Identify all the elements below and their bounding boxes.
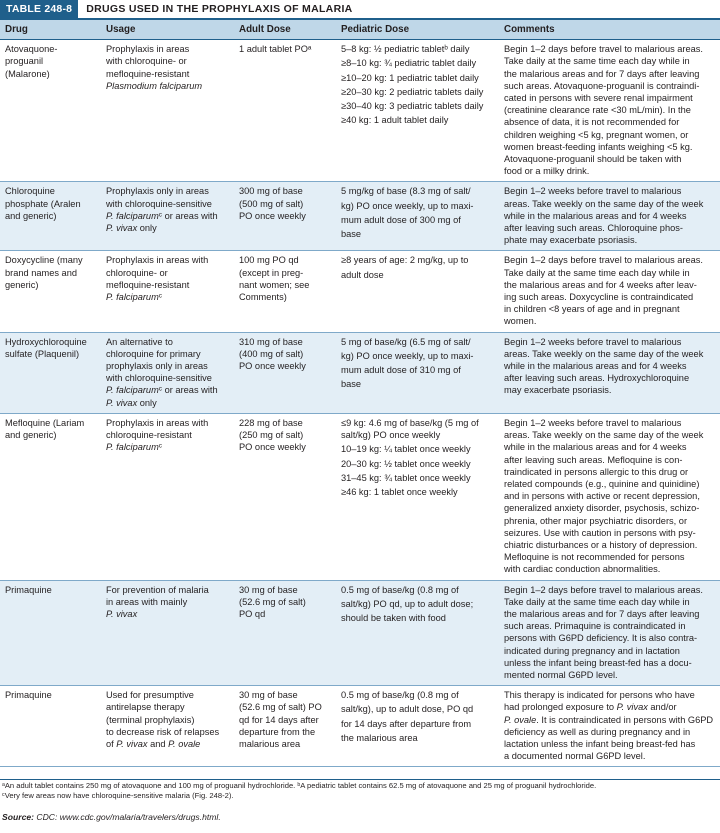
pediatric-line: 10–19 kg: ¼ tablet once weekly: [341, 444, 471, 455]
header-drug: Drug: [0, 19, 101, 40]
usage-line: antirelapse therapy: [106, 702, 185, 713]
comments-line: (creatinine clearance rate <30 mL/min). In the: [504, 105, 691, 116]
header-comments: Comments: [499, 19, 720, 40]
comments-line: Atovaquone-proguanil should be taken with: [504, 154, 682, 165]
drug-cell: [0, 580, 101, 686]
adult-line: (250 mg of salt): [239, 430, 304, 441]
table-row: [0, 182, 720, 251]
pediatric-line: ≥20–30 kg: 2 pediatric tablets daily: [341, 86, 484, 97]
comments-line: P. ovale. It is contraindicated in persons with G6PD: [504, 714, 714, 725]
usage-line: with chloroquine- or: [106, 56, 187, 67]
usage-line: chloroquine for primary: [106, 348, 201, 359]
comments-line: mented normal G6PD level.: [504, 669, 618, 680]
comments-line: after leaving such areas. Mefloquine is con-: [504, 454, 683, 465]
adult-line: (400 mg of salt): [239, 348, 304, 359]
adult-line: PO once weekly: [239, 442, 306, 453]
comments-line: areas. Take weekly on the same day of the week: [504, 430, 704, 441]
table-number-label: TABLE 248-8: [0, 0, 78, 18]
drug-cell: [0, 413, 101, 580]
usage-cell: [101, 182, 234, 251]
comments-line: while in the malarious areas and for 4 weeks: [504, 442, 687, 453]
adult-dose-cell: [234, 182, 336, 251]
adult-line: PO once weekly: [239, 210, 306, 221]
comments-line: Begin 1–2 weeks before travel to malarious: [504, 336, 682, 347]
adult-line: (52.6 mg of salt): [239, 596, 306, 607]
usage-line: to decrease risk of relapses: [106, 726, 220, 737]
pediatric-line: mum adult dose of 310 mg of: [341, 365, 461, 376]
source-label: Source:: [2, 812, 34, 822]
comments-line: phate may exacerbate psoriasis.: [504, 235, 638, 246]
pediatric-line: ≥30–40 kg: 3 pediatric tablets daily: [341, 101, 484, 112]
pediatric-line: 0.5 mg of base/kg (0.8 mg of: [341, 584, 459, 595]
usage-line: with chloroquine-sensitive: [106, 373, 212, 384]
adult-line: qd for 14 days after: [239, 714, 319, 725]
adult-line: (500 mg of salt): [239, 198, 304, 209]
pediatric-dose-cell: [336, 40, 499, 182]
usage-line: An alternative to: [106, 336, 173, 347]
pediatric-line: the malarious area: [341, 732, 418, 743]
pediatric-line: ≥40 kg: 1 adult tablet daily: [341, 115, 449, 126]
comments-line: while in the malarious areas and for 4 weeks: [504, 210, 687, 221]
comments-line: the malarious areas and for 7 days after leaving: [504, 608, 700, 619]
comments-line: persons with G6PD deficiency. It is also contra-: [504, 633, 698, 644]
comments-line: Begin 1–2 days before travel to malarious areas.: [504, 44, 703, 55]
adult-line: nant women; see: [239, 279, 310, 290]
table-row: [0, 40, 720, 182]
drug-line: phosphate (Aralen: [5, 198, 81, 209]
comments-line: phrenia, other major psychiatric disorders, or: [504, 515, 688, 526]
comments-cell: [499, 40, 720, 182]
comments-line: related compounds (e.g., quinine and quinidine): [504, 478, 700, 489]
usage-line: (terminal prophylaxis): [106, 714, 195, 725]
comments-line: Begin 1–2 weeks before travel to malarious: [504, 186, 682, 197]
comments-line: cated in persons with severe renal impairment: [504, 93, 693, 104]
table-row: [0, 332, 720, 413]
pediatric-line: for 14 days after departure from: [341, 718, 472, 729]
usage-line: in areas with mainly: [106, 596, 188, 607]
comments-line: chiatric disturbances or a history of depression.: [504, 539, 698, 550]
comments-line: women.: [504, 316, 537, 327]
pediatric-line: base: [341, 229, 362, 240]
pediatric-line: 0.5 mg of base/kg (0.8 mg of: [341, 690, 459, 701]
adult-dose-cell: [234, 686, 336, 767]
source-text: CDC: www.cdc.gov/malaria/travelers/drugs.html.: [36, 812, 221, 822]
pediatric-line: salt/kg), up to adult dose, PO qd: [341, 704, 474, 715]
comments-line: absence of data, it is not recommended for: [504, 117, 680, 128]
adult-line: departure from the: [239, 726, 316, 737]
comments-line: women breast-feeding infants weighing <5 kg.: [504, 141, 693, 152]
adult-line: Comments): [239, 292, 287, 303]
comments-line: seizures. Use with caution in persons with psy-: [504, 527, 696, 538]
header-row: [0, 19, 720, 40]
usage-line: chloroquine-resistant: [106, 430, 192, 441]
comments-line: traindicated in persons allergic to this drug or: [504, 466, 689, 477]
adult-line: 310 mg of base: [239, 336, 303, 347]
comments-line: generalized anxiety disorder, psychosis, schizo-: [504, 503, 700, 514]
comments-line: may exacerbate psoriasis.: [504, 385, 612, 396]
drug-line: brand names and: [5, 267, 77, 278]
drug-cell: [0, 332, 101, 413]
pediatric-line: 5 mg/kg of base (8.3 mg of salt/: [341, 186, 471, 197]
usage-line: Plasmodium falciparum: [106, 80, 203, 91]
adult-dose-cell: [234, 251, 336, 332]
drug-line: (Malarone): [5, 68, 50, 79]
pediatric-line: ≥10–20 kg: 1 pediatric tablet daily: [341, 72, 479, 83]
usage-line: P. falciparumᶜ: [106, 442, 163, 453]
pediatric-line: ≥8–10 kg: ¾ pediatric tablet daily: [341, 58, 477, 69]
comments-line: Begin 1–2 days before travel to malarious areas.: [504, 255, 703, 266]
usage-line: P. vivax: [106, 608, 138, 619]
table-body: [0, 40, 720, 767]
comments-line: Begin 1–2 weeks before travel to malarious: [504, 417, 682, 428]
drug-line: Atovaquone-: [5, 44, 58, 55]
usage-line: P. vivax only: [106, 223, 157, 234]
pediatric-line: ≤9 kg: 4.6 mg of base/kg (5 mg of salt/kg) PO once weekly: [341, 417, 479, 441]
drug-line: and generic): [5, 430, 57, 441]
adult-line: PO qd: [239, 608, 266, 619]
drug-line: Doxycycline (many: [5, 255, 83, 266]
header-usage: Usage: [101, 19, 234, 40]
usage-line: prophylaxis only in areas: [106, 361, 208, 372]
comments-line: in children <8 years of age and in pregnant: [504, 304, 680, 315]
table-row: [0, 580, 720, 686]
comments-line: Begin 1–2 days before travel to malarious areas.: [504, 584, 703, 595]
usage-line: P. falciparumᶜ or areas with: [106, 385, 218, 396]
drug-cell: [0, 182, 101, 251]
pediatric-dose-cell: [336, 686, 499, 767]
usage-line: mefloquine-resistant: [106, 68, 190, 79]
drug-line: Hydroxychloroquine: [5, 336, 87, 347]
drug-line: Mefloquine (Lariam: [5, 417, 85, 428]
comments-line: while in the malarious areas and for 4 weeks: [504, 361, 687, 372]
adult-line: 30 mg of base: [239, 690, 298, 701]
drug-line: Primaquine: [5, 584, 52, 595]
drug-cell: [0, 686, 101, 767]
pediatric-line: should be taken with food: [341, 612, 446, 623]
adult-dose-cell: [234, 413, 336, 580]
drug-cell: [0, 40, 101, 182]
usage-cell: [101, 251, 234, 332]
adult-dose-cell: [234, 40, 336, 182]
adult-line: 1 adult tablet POᵃ: [239, 44, 312, 55]
usage-line: Prophylaxis in areas with: [106, 255, 209, 266]
comments-line: indicated during pregnancy and in lactation: [504, 645, 680, 656]
adult-dose-cell: [234, 580, 336, 686]
comments-cell: [499, 686, 720, 767]
usage-line: chloroquine- or: [106, 267, 168, 278]
usage-line: with chloroquine-sensitive: [106, 198, 212, 209]
comments-line: had prolonged exposure to P. vivax and/or: [504, 702, 677, 713]
usage-line: mefloquine-resistant: [106, 279, 190, 290]
pediatric-dose-cell: [336, 580, 499, 686]
comments-line: Mefloquine is not recommended for persons: [504, 552, 685, 563]
drug-cell: [0, 251, 101, 332]
table-title-bar: [0, 0, 720, 18]
pediatric-dose-cell: [336, 332, 499, 413]
footnote-a-b: ᵃAn adult tablet contains 250 mg of atovaquone and 100 mg of proguanil hydrochloride. ᵇA pediatric tablet contains 62.5 mg of atovaquone and 25 mg of proguanil hydrochloride.: [2, 781, 597, 790]
comments-cell: [499, 182, 720, 251]
drug-line: Primaquine: [5, 690, 52, 701]
usage-cell: [101, 413, 234, 580]
adult-line: 228 mg of base: [239, 417, 303, 428]
header-pediatric-dose: Pediatric Dose: [336, 19, 499, 40]
drug-line: and generic): [5, 210, 57, 221]
comments-cell: [499, 580, 720, 686]
comments-line: ing such areas. Doxycycline is contraindicated: [504, 292, 694, 303]
prophylaxis-table: [0, 18, 720, 767]
usage-line: P. falciparumᶜ or areas with: [106, 210, 218, 221]
table-title: DRUGS USED IN THE PROPHYLAXIS OF MALARIA: [86, 3, 353, 15]
pediatric-line: 20–30 kg: ½ tablet once weekly: [341, 458, 471, 469]
comments-line: the malarious areas and for 7 days after leaving: [504, 68, 700, 79]
adult-dose-cell: [234, 332, 336, 413]
pediatric-line: base: [341, 379, 362, 390]
comments-line: This therapy is indicated for persons who have: [504, 690, 695, 701]
comments-cell: [499, 413, 720, 580]
header-adult-dose: Adult Dose: [234, 19, 336, 40]
pediatric-dose-cell: [336, 182, 499, 251]
usage-cell: [101, 40, 234, 182]
pediatric-line: ≥46 kg: 1 tablet once weekly: [341, 486, 458, 497]
adult-line: (52.6 mg of salt) PO: [239, 702, 322, 713]
table-row: [0, 413, 720, 580]
comments-line: Take daily at the same time each day while in: [504, 56, 690, 67]
source-line: [2, 812, 221, 822]
comments-cell: [499, 251, 720, 332]
usage-cell: [101, 332, 234, 413]
pediatric-line: salt/kg) PO qd, up to adult dose;: [341, 598, 474, 609]
comments-line: a documented normal G6PD level.: [504, 751, 646, 762]
table-row: [0, 686, 720, 767]
adult-line: 300 mg of base: [239, 186, 303, 197]
footnote-c: ᶜVery few areas now have chloroquine-sensitive malaria (Fig. 248-2).: [2, 791, 234, 800]
comments-line: such areas. Primaquine is contraindicated in: [504, 621, 686, 632]
pediatric-line: ≥8 years of age: 2 mg/kg, up to: [341, 255, 469, 266]
usage-line: For prevention of malaria: [106, 584, 209, 595]
pediatric-dose-cell: [336, 251, 499, 332]
comments-line: lactation unless the infant being breast-fed has: [504, 738, 696, 749]
pediatric-line: adult dose: [341, 269, 384, 280]
usage-line: Prophylaxis in areas with: [106, 417, 209, 428]
adult-line: 30 mg of base: [239, 584, 298, 595]
comments-line: after leaving such areas. Chloroquine phos-: [504, 223, 683, 234]
usage-line: Used for presumptive: [106, 690, 194, 701]
table-row: [0, 251, 720, 332]
drug-line: generic): [5, 279, 39, 290]
comments-line: areas. Take weekly on the same day of the week: [504, 198, 704, 209]
adult-line: 100 mg PO qd: [239, 255, 299, 266]
usage-line: P. falciparumᶜ: [106, 292, 163, 303]
pediatric-line: 31–45 kg: ¾ tablet once weekly: [341, 472, 471, 483]
bottom-rule: [0, 779, 720, 780]
drug-line: Chloroquine: [5, 186, 55, 197]
pediatric-line: 5–8 kg: ½ pediatric tabletᵇ daily: [341, 44, 470, 55]
comments-line: and in persons with active or recent depression,: [504, 491, 700, 502]
pediatric-dose-cell: [336, 413, 499, 580]
comments-line: children weighing <5 kg, pregnant women, or: [504, 129, 689, 140]
comments-line: areas. Take weekly on the same day of the week: [504, 348, 704, 359]
usage-line: Prophylaxis in areas: [106, 44, 190, 55]
comments-line: with cardiac conduction abnormalities.: [504, 564, 661, 575]
adult-line: (except in preg-: [239, 267, 304, 278]
comments-line: Take daily at the same time each day while in: [504, 596, 690, 607]
usage-line: of P. vivax and P. ovale: [106, 738, 201, 749]
pediatric-line: kg) PO once weekly, up to maxi-: [341, 350, 474, 361]
comments-line: the malarious areas and for 4 weeks after leav-: [504, 279, 697, 290]
comments-line: unless the infant being breast-fed has a docu-: [504, 657, 692, 668]
comments-line: Take daily at the same time each day while in: [504, 267, 690, 278]
comments-line: deficiency as well as during pregnancy and in: [504, 726, 691, 737]
pediatric-line: 5 mg of base/kg (6.5 mg of salt/: [341, 336, 471, 347]
comments-line: after leaving such areas. Hydroxychloroquine: [504, 373, 690, 384]
comments-line: food or a milky drink.: [504, 166, 590, 177]
footnotes: [2, 781, 718, 801]
adult-line: PO once weekly: [239, 361, 306, 372]
usage-line: P. vivax only: [106, 397, 157, 408]
comments-cell: [499, 332, 720, 413]
pediatric-line: mum adult dose of 300 mg of: [341, 214, 461, 225]
adult-line: malarious area: [239, 738, 301, 749]
usage-cell: [101, 686, 234, 767]
drug-line: proguanil: [5, 56, 44, 67]
drug-line: sulfate (Plaquenil): [5, 348, 80, 359]
usage-cell: [101, 580, 234, 686]
pediatric-line: kg) PO once weekly, up to maxi-: [341, 200, 474, 211]
comments-line: such areas. Atovaquone-proguanil is contraindi-: [504, 80, 700, 91]
usage-line: Prophylaxis only in areas: [106, 186, 209, 197]
